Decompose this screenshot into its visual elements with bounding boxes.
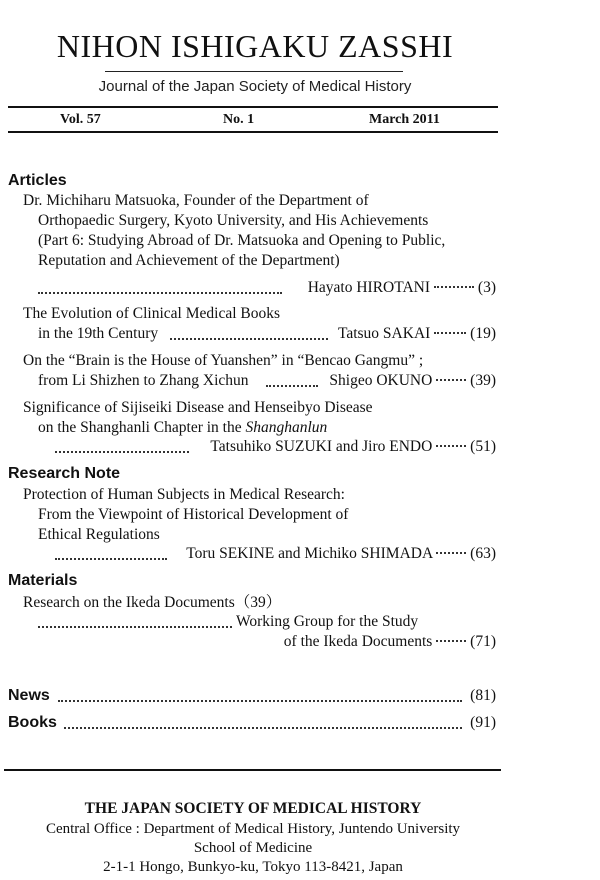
society-name: THE JAPAN SOCIETY OF MEDICAL HISTORY	[84, 800, 422, 817]
article-title-line: Orthopaedic Surgery, Kyoto University, and His Achievements	[38, 212, 429, 229]
issue-info	[8, 112, 498, 130]
materials-author-cont: of the Ikeda Documents	[283, 633, 433, 650]
note-title-line: Protection of Human Subjects in Medical Research:	[23, 486, 345, 503]
article-title-line: (Part 6: Studying Abroad of Dr. Matsuoka and Opening to Public,	[38, 232, 446, 249]
page-number: (19)	[470, 325, 496, 342]
article-title-line: on the Shanghanli Chapter in the	[38, 419, 246, 436]
leader-dots	[58, 700, 462, 702]
journal-title: NIHON ISHIGAKU ZASSHI	[56, 28, 454, 64]
toc-line	[0, 191, 496, 211]
title-divider	[105, 71, 403, 72]
note-title-line: From the Viewpoint of Historical Development of	[38, 506, 349, 523]
article-title-line: Reputation and Achievement of the Department)	[38, 252, 340, 269]
note-title-line: Ethical Regulations	[38, 526, 160, 543]
article-title-line: The Evolution of Clinical Medical Books	[23, 305, 280, 322]
toc-entry-line	[0, 437, 496, 457]
section-heading-research-note: Research Note	[8, 465, 121, 482]
toc-line	[0, 304, 496, 324]
article-title-line: Dr. Michiharu Matsuoka, Founder of the Department of	[23, 192, 369, 209]
article-title-line: from Li Shizhen to Zhang Xichun	[38, 372, 249, 389]
address-line: 2-1-1 Hongo, Bunkyo-ku, Tokyo 113-8421, Japan	[103, 859, 403, 875]
page-number: (3)	[477, 279, 496, 296]
leader-dots	[266, 385, 318, 387]
toc-entry-line	[0, 371, 496, 391]
leader-dots	[436, 552, 466, 554]
article-author: Shigeo OKUNO	[329, 372, 433, 389]
article-author: Tatsuhiko SUZUKI and Jiro ENDO	[210, 438, 433, 455]
article-title-line: On the “Brain is the House of Yuanshen” in “Bencao Gangmu” ;	[23, 352, 424, 369]
issue-date: March 2011	[369, 112, 440, 127]
article-title-line: Significance of Sijiseiki Disease and Henseibyo Disease	[23, 399, 373, 416]
leader-dots	[434, 332, 466, 334]
leader-dots	[38, 626, 232, 628]
toc-entry-news	[0, 686, 496, 706]
leader-dots	[64, 727, 462, 729]
page-number: (91)	[470, 714, 496, 731]
article-title-line: in the 19th Century	[38, 325, 159, 342]
leader-dots	[55, 451, 189, 453]
journal-subtitle: Journal of the Japan Society of Medical History	[98, 78, 412, 95]
toc-line	[0, 525, 496, 545]
toc-line	[0, 485, 496, 505]
toc-line	[0, 418, 496, 438]
leader-dots	[434, 286, 474, 288]
toc-line	[0, 351, 496, 371]
leader-dots	[436, 379, 466, 381]
page-number: (71)	[470, 633, 496, 650]
toc-entry-line	[0, 544, 496, 564]
toc-entry-line	[0, 632, 496, 652]
leader-dots	[436, 640, 466, 642]
materials-title: Research on the Ikeda Documents（39）	[23, 594, 282, 611]
leader-dots	[436, 445, 466, 447]
section-heading-news: News	[8, 687, 50, 704]
toc-line	[0, 251, 496, 271]
article-author: Tatsuo SAKAI	[337, 325, 431, 342]
footer-divider	[4, 769, 501, 771]
page-number: (81)	[470, 687, 496, 704]
materials-author: Working Group for the Study	[236, 613, 419, 630]
office-line: Central Office : Department of Medical History, Juntendo University	[45, 821, 461, 837]
note-author: Toru SEKINE and Michiko SHIMADA	[186, 545, 433, 562]
leader-dots	[55, 558, 167, 560]
article-title-italic: Shanghanlun	[245, 419, 328, 436]
toc-entry-line	[0, 324, 496, 344]
toc-line	[0, 231, 496, 251]
toc-entry-line	[0, 278, 496, 298]
school-line: School of Medicine	[193, 840, 313, 856]
page-number: (51)	[470, 438, 496, 455]
section-heading-articles: Articles	[8, 172, 67, 189]
volume: Vol. 57	[60, 112, 101, 127]
issue-bottom-rule	[8, 131, 498, 133]
toc-line	[0, 593, 496, 613]
issue-number: No. 1	[223, 112, 255, 127]
issue-top-rule	[8, 106, 498, 108]
leader-dots	[170, 338, 328, 340]
toc-line	[0, 211, 496, 231]
toc-line	[0, 612, 496, 632]
section-heading-materials: Materials	[8, 572, 78, 589]
page-number: (63)	[470, 545, 496, 562]
toc-line	[0, 398, 496, 418]
page-number: (39)	[470, 372, 496, 389]
section-heading-books: Books	[8, 714, 57, 731]
leader-dots	[38, 292, 282, 294]
toc-entry-books	[0, 713, 496, 733]
article-author: Hayato HIROTANI	[307, 279, 431, 296]
toc-line	[0, 505, 496, 525]
